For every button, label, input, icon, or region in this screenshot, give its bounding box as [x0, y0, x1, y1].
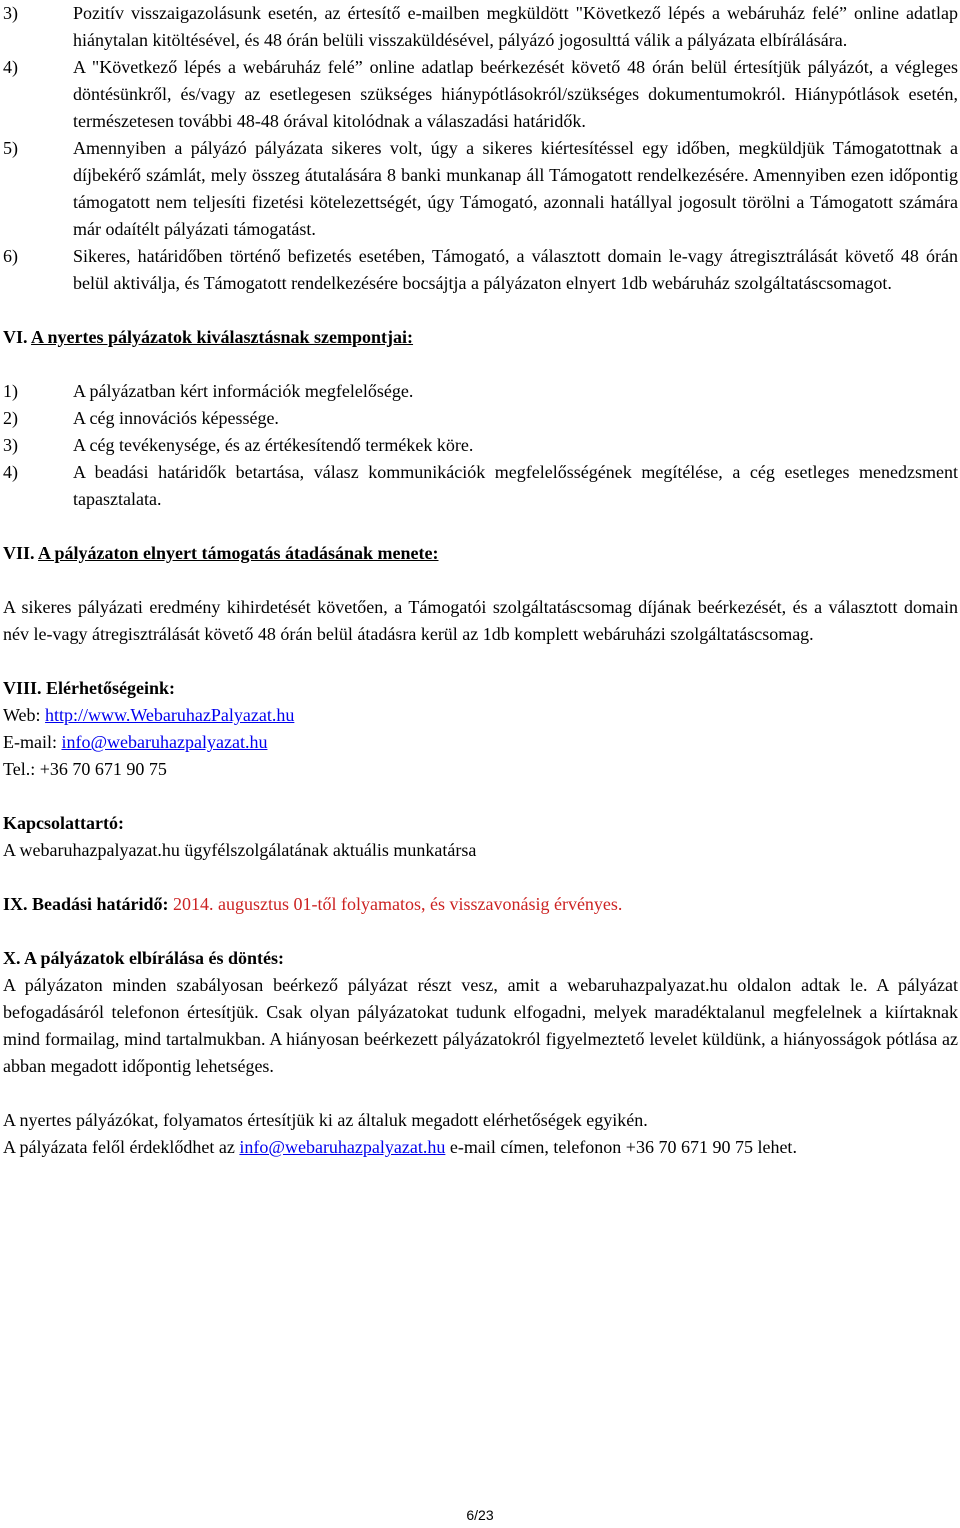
list-number: 6): [3, 246, 18, 266]
inquiry-prefix: A pályázata felől érdeklődhet az: [3, 1137, 240, 1157]
inquiry-suffix: e-mail címen, telefonon +36 70 671 90 75 lehet.: [445, 1137, 797, 1157]
section-title: A nyertes pályázatok kiválasztásnak szempontjai:: [31, 327, 414, 347]
list-text: Pozitív visszaigazolásunk esetén, az értesítő e-mailben megküldött "Következő lépés a webáruház felé” online adatlap hiánytalan kitöltésével, és 48 órán belüli visszaküldésével, pályázó jogosulttá válik a pályázata elbírálására.: [73, 3, 958, 50]
list-item: [3, 378, 958, 405]
list-number: 4): [3, 57, 18, 77]
list-item: [3, 459, 958, 513]
list-text: A beadási határidők betartása, válasz kommunikációk megfelelősségének megítélése, a cég esetleges menedzsment tapasztalata.: [73, 462, 958, 509]
list-item: [3, 405, 958, 432]
section-roman: VII.: [3, 543, 35, 563]
steps-list: [3, 0, 958, 297]
inquiry-line: [3, 1134, 958, 1161]
section-heading-vii: [3, 540, 958, 567]
evaluation-body: A pályázaton minden szabályosan beérkező pályázat részt vesz, amit a webaruhazpalyazat.hu oldalon adtak le. A pályázat befogadásáról telefonon értesítjük. Csak olyan pályázatokat tudunk elfogadni, melyek maradéktalanul megfelelnek a kiírtaknak mind formailag, mind tartalmukban. A hiányosan beérkezett pályázatokról figyelmeztető levelet küldünk, a hiányosságok pótlása az abban megadott időpontig lehetséges.: [3, 975, 958, 1076]
contacts-heading: VIII. Elérhetőségeink:: [3, 678, 175, 698]
website-link[interactable]: http://www.WebaruhazPalyazat.hu: [45, 705, 295, 725]
contact-person-heading: Kapcsolattartó:: [3, 813, 124, 833]
list-item: [3, 243, 958, 297]
section-heading-vi: [3, 324, 958, 351]
phone-line: Tel.: +36 70 671 90 75: [3, 759, 167, 779]
page-number: 6/23: [466, 1507, 494, 1523]
list-text: Amennyiben a pályázó pályázata sikeres volt, úgy a sikeres kiértesítéssel egy időben, megküldjük Támogatottnak a díjbekérő számlát, mely összeg átutalására 8 banki munkanap áll Támogatott rendelkezésére. Amennyiben ezen időpontig támogatott nem teljesíti fizetési kötelezettségét, úgy Támogató, azonnali hatállyal jogosult törölni a Támogatott számára már odaítélt pályázati támogatást.: [73, 138, 958, 239]
contact-person-text: A webaruhazpalyazat.hu ügyfélszolgálatának aktuális munkatársa: [3, 840, 477, 860]
web-line: [3, 702, 958, 729]
section-roman: VI.: [3, 327, 28, 347]
list-number: 1): [3, 381, 18, 401]
list-number: 2): [3, 408, 18, 428]
inquiry-email-link[interactable]: info@webaruhazpalyazat.hu: [239, 1137, 446, 1157]
list-text: A cég innovációs képessége.: [73, 408, 279, 428]
list-item: [3, 135, 958, 243]
list-number: 4): [3, 462, 18, 482]
winners-notice: A nyertes pályázókat, folyamatos értesítjük ki az általuk megadott elérhetőségek egyikén.: [3, 1110, 648, 1130]
email-line: [3, 729, 958, 756]
list-text: A cég tevékenysége, és az értékesítendő termékek köre.: [73, 435, 474, 455]
list-text: A "Következő lépés a webáruház felé” online adatlap beérkezését követő 48 órán belül értesítjük pályázót, a végleges döntésünkről, és/vagy az esetlegesen szükséges hiánypótlásokról/szükséges dokumentumokról. Hiánypótlások esetén, természetesen további 48-48 órával kitolódnak a válaszadási határidők.: [73, 57, 958, 131]
criteria-list: [3, 378, 958, 513]
web-label: Web:: [3, 705, 46, 725]
list-item: [3, 54, 958, 135]
deadline-text: augusztus 01-től folyamatos, és visszavonásig érvényes.: [213, 894, 623, 914]
evaluation-heading: X. A pályázatok elbírálása és döntés:: [3, 948, 285, 968]
list-number: 3): [3, 3, 18, 23]
list-item: [3, 0, 958, 54]
section-body-vii: A sikeres pályázati eredmény kihirdetését követően, a Támogatói szolgáltatáscsomag díjának beérkezését, és a választott domain név le-vagy átregisztrálását követő 48 órán belül átadásra kerül az 1db komplett webáruházi szolgáltatáscsomag.: [3, 597, 958, 644]
page-content: [3, 0, 958, 1161]
deadline-year: 2014.: [173, 894, 214, 914]
list-number: 3): [3, 435, 18, 455]
section-title: A pályázaton elnyert támogatás átadásának menete:: [38, 543, 439, 563]
list-text: A pályázatban kért információk megfelelősége.: [73, 381, 414, 401]
list-text: Sikeres, határidőben történő befizetés esetében, Támogató, a választott domain le-vagy átregisztrálását követő 48 órán belül aktiválja, és Támogatott rendelkezésére bocsájtja a pályázaton elnyert 1db webáruház szolgáltatáscsomagot.: [73, 246, 958, 293]
deadline-line: [3, 891, 958, 918]
email-link[interactable]: info@webaruhazpalyazat.hu: [61, 732, 268, 752]
list-number: 5): [3, 138, 18, 158]
list-item: [3, 432, 958, 459]
deadline-heading: IX. Beadási határidő:: [3, 894, 174, 914]
email-label: E-mail:: [3, 732, 62, 752]
